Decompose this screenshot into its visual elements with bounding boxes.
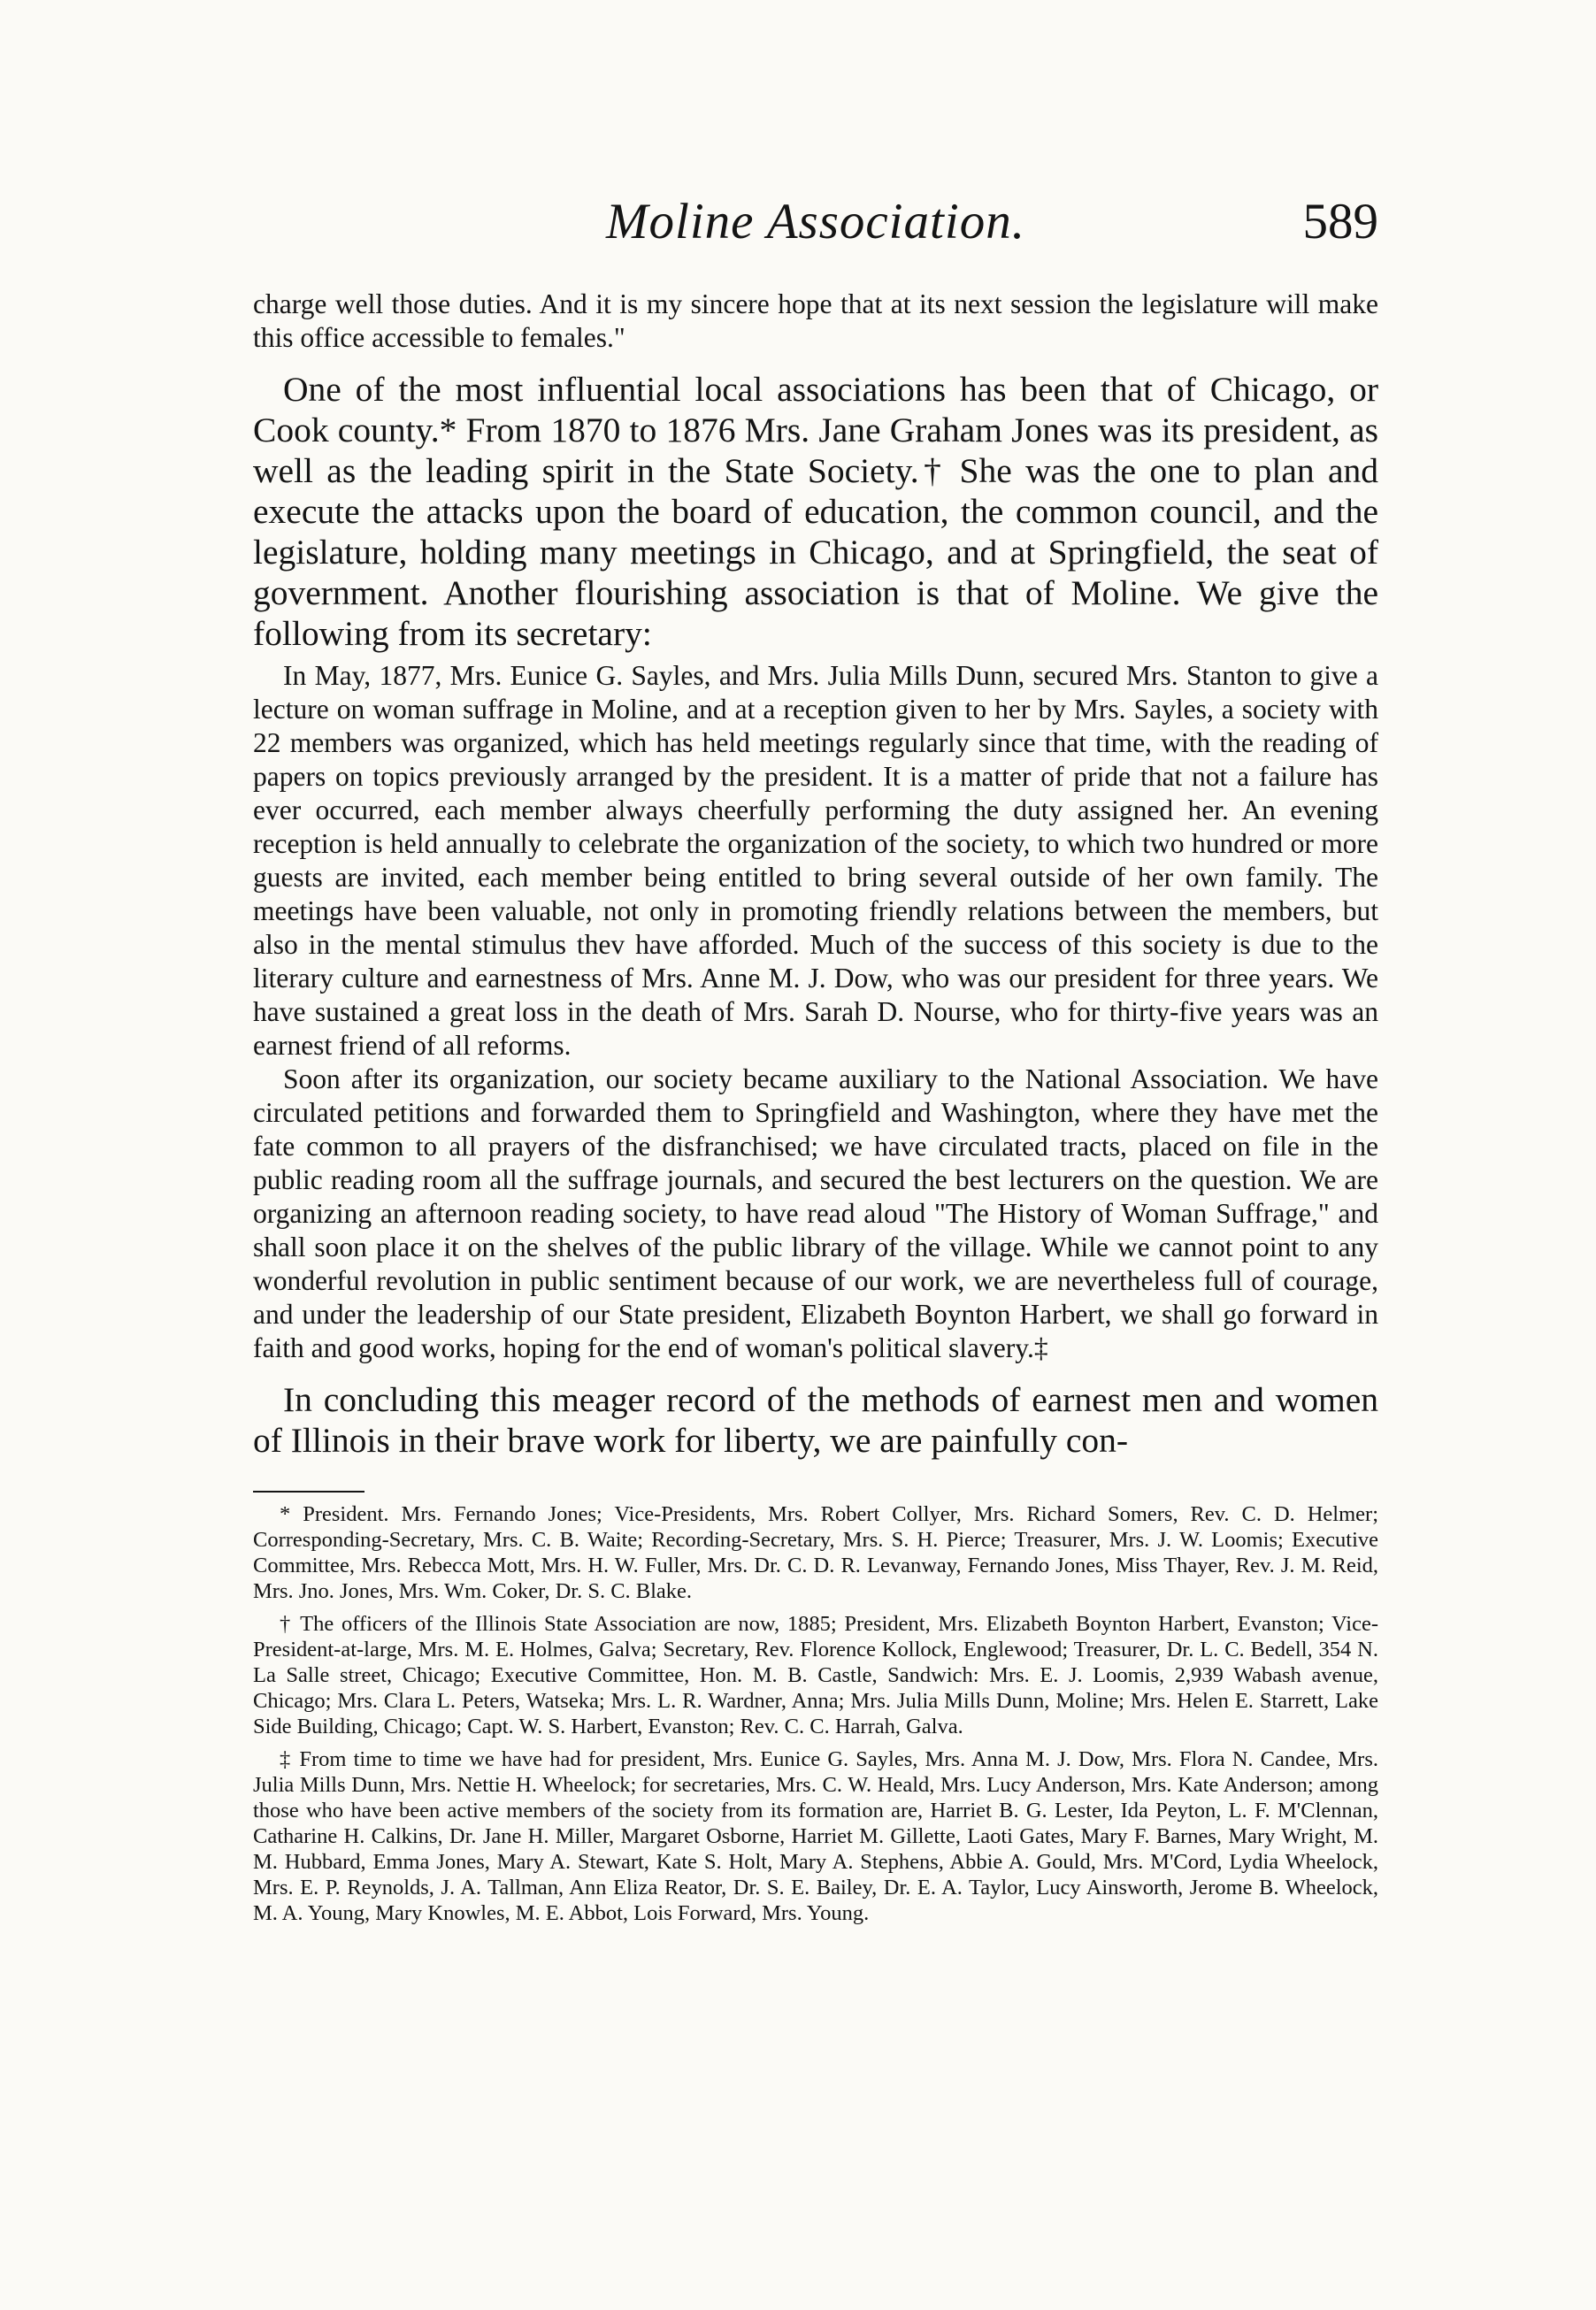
quote-moline-society-activities: Soon after its organization, our society became auxiliary to the National Association. We have circulated petitions and forwarded them to Springfield and Washington, where they have met the fate common to all prayers of the disfranchised; we have circulated tracts, placed on file in the public reading room all the suffrage journals, and secured the best lecturers on the question. We are organizing an afternoon reading society, to have read aloud "The History of Woman Suffrage," and shall soon place it on the shelves of the public library of the village. While we cannot point to any wonderful revolution in public sentiment because of our work, we are nevertheless full of courage, and under the leadership of our State president, Elizabeth Boynton Harbert, we shall go forward in faith and good works, hoping for the end of woman's political slavery.‡ (253, 1063, 1378, 1363)
footnote-chicago-officers: * President. Mrs. Fernando Jones; Vice-Presidents, Mrs. Robert Collyer, Mrs. Richard Somers, Rev. C. D. Helmer; Corresponding-Secretary, Mrs. C. B. Waite; Recording-Secretary, Mrs. S. H. Pierce; Treasurer, Mrs. J. W. Loomis; Executive Committee, Mrs. Rebecca Mott, Mrs. H. W. Fuller, Mrs. Dr. C. D. R. Levanway, Fernando Jones, Miss Thayer, Rev. J. M. Reid, Mrs. Jno. Jones, Mrs. Wm. Coker, Dr. S. C. Blake. (253, 1502, 1378, 1603)
page-number: 589 (1302, 194, 1378, 249)
quote-moline-society-history: In May, 1877, Mrs. Eunice G. Sayles, and Mrs. Julia Mills Dunn, secured Mrs. Stanton to give a lecture on woman suffrage in Moline, and at a reception given to her by Mrs. Sayles, a society with 22 members was organized, which has held meetings regularly since that time, with the reading of papers on topics previously arranged by the president. It is a matter of pride that not a failure has ever occurred, each member always cheerfully performing the duty assigned her. An evening reception is held annually to celebrate the organization of the society, to which two hundred or more guests are invited, each member being entitled to bring several outside of her own family. The meetings have been valuable, not only in promoting friendly relations between the members, but also in the mental stimulus thev have afforded. Much of the success of this society is due to the literary culture and earnestness of Mrs. Anne M. J. Dow, who was our president for three years. We have sustained a great loss in the death of Mrs. Sarah D. Nourse, who for thirty-five years was an earnest friend of all reforms. (253, 660, 1378, 1061)
footnote-divider (253, 1491, 364, 1493)
paragraph-chicago-association: One of the most influential local associations has been that of Chicago, or Cook county.* From 1870 to 1876 Mrs. Jane Graham Jones was its president, as well as the leading spirit in the State Society.† She was the one to plan and execute the attacks upon the board of education, the common council, and the legislature, holding many meetings in Chicago, and at Springfield, the seat of government. Another flourishing association is that of Moline. We give the following from its secretary: (253, 370, 1378, 653)
footnote-moline-members: ‡ From time to time we have had for president, Mrs. Eunice G. Sayles, Mrs. Anna M. J. Dow, Mrs. Flora N. Candee, Mrs. Julia Mills Dunn, Mrs. Nettie H. Wheelock; for secretaries, Mrs. C. W. Heald, Mrs. Lucy Anderson, Mrs. Kate Anderson; among those who have been active members of the society from its formation are, Harriet B. G. Lester, Ida Peyton, L. F. M'Clennan, Catharine H. Calkins, Dr. Jane H. Miller, Margaret Osborne, Harriet M. Gillette, Laoti Gates, Mary F. Barnes, Mary Wright, M. M. Hubbard, Emma Jones, Mary A. Stewart, Kate S. Holt, Mary A. Stephens, Abbie A. Gould, Mrs. M'Cord, Lydia Wheelock, Mrs. E. P. Reynolds, J. A. Tallman, Ann Eliza Reator, Dr. S. E. Bailey, Dr. E. A. Taylor, Lucy Ainsworth, Jerome B. Wheelock, M. A. Young, Mary Knowles, M. E. Abbot, Lois Forward, Mrs. Young. (253, 1747, 1378, 1925)
page-header (253, 193, 1378, 264)
paragraph-concluding: In concluding this meager record of the methods of earnest men and women of Illinois in their brave work for liberty, we are painfully con- (253, 1380, 1378, 1460)
footnote-state-officers: † The officers of the Illinois State Association are now, 1885; President, Mrs. Elizabeth Boynton Harbert, Evanston; Vice-President-at-large, Mrs. M. E. Holmes, Galva; Secretary, Rev. Florence Kollock, Englewood; Treasurer, Dr. L. C. Bedell, 354 N. La Salle street, Chicago; Executive Committee, Hon. M. B. Castle, Sandwich: Mrs. E. J. Loomis, 2,939 Wabash avenue, Chicago; Mrs. Clara L. Peters, Watseka; Mrs. L. R. Wardner, Anna; Mrs. Julia Mills Dunn, Moline; Mrs. Helen E. Starrett, Lake Side Building, Chicago; Capt. W. S. Harbert, Evanston; Rev. C. C. Harrah, Galva. (253, 1612, 1378, 1738)
running-title: Moline Association. (606, 194, 1025, 249)
continuation-text: charge well those duties. And it is my sincere hope that at its next session the legislature will make this office accessible to females." (253, 288, 1378, 353)
page-body (253, 288, 1378, 1933)
